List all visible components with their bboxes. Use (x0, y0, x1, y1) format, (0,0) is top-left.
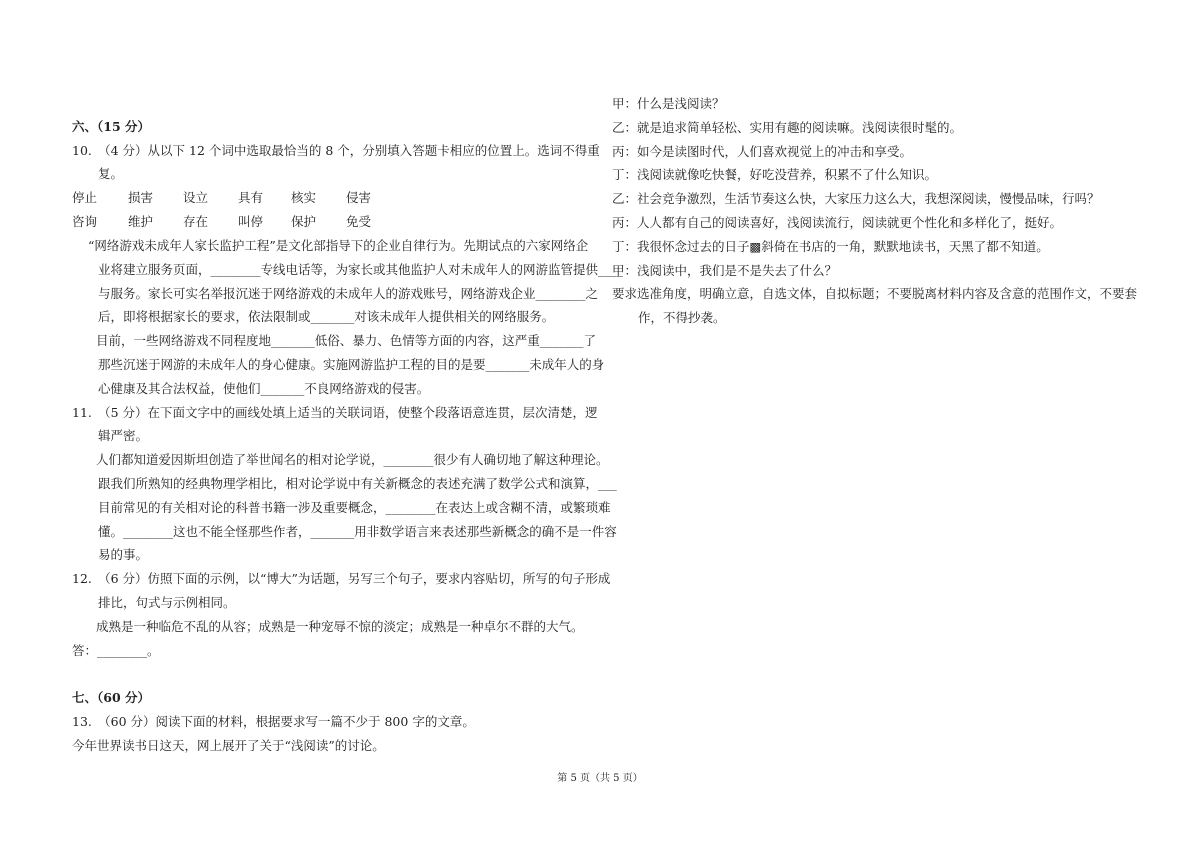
passage3-line-3: 目前常见的有关相对论的科普书籍一涉及重要概念，________在表达上或含糊不清，或繁琐难 (98, 500, 611, 515)
passage2-line-1: 目前，一些网络游戏不同程度地_______低俗、暴力、色情等方面的内容，这严重_______了 (96, 333, 597, 348)
passage3-line-2: 跟我们所熟知的经典物理学相比，相对论学说中有关新概念的表述充满了数学公式和演算，___ (98, 476, 617, 491)
passage2-line-3: 心健康及其合法权益，使他们_______不良网络游戏的侵害。 (98, 381, 430, 396)
word-item: 具有 (238, 190, 264, 205)
dialogue-line: 丁：我很怀念过去的日子▩斜倚在书店的一角，默默地读书，天黑了都不知道。 (612, 239, 1049, 254)
word-item: 保护 (291, 214, 317, 229)
page-footer: 第 5 页（共 5 页） (557, 773, 643, 784)
q11-line-1: 11. （5 分）在下面文字中的画线处填上适当的关联词语，使整个段落语意连贯，层次清楚，逻 (72, 405, 598, 420)
word-item: 免受 (346, 214, 372, 229)
passage1-line-4: 后，即将根据家长的要求，依法限制或_______对该未成年人提供相关的网络服务。 (98, 309, 555, 324)
q10-line-1: 10. （4 分）从以下 12 个词中选取最恰当的 8 个，分别填入答题卡相应的位置上。选词不得重 (72, 143, 600, 158)
word-item: 停止 (72, 190, 98, 205)
word-item: 咨询 (72, 214, 98, 229)
word-item: 存在 (183, 214, 209, 229)
dialogue-line: 丙：人人都有自己的阅读喜好，浅阅读流行，阅读就更个性化和多样化了，挺好。 (612, 215, 1063, 230)
section-seven-title: 七、（60 分） (72, 690, 150, 705)
requirements-line-1: 要求选准角度，明确立意，自选文体，自拟标题；不要脱离材料内容及含意的范围作文，不要套 (612, 286, 1138, 301)
word-item: 设立 (183, 190, 209, 205)
requirements-line-2: 作，不得抄袭。 (638, 310, 726, 325)
passage3-line-4: 懂。________这也不能全怪那些作者，_______用非数学语言来表述那些新概念的确不是一件容 (98, 524, 617, 539)
passage1-line-1: “网络游戏未成年人家长监护工程”是文化部指导下的企业自律行为。先期试点的六家网络企 (88, 238, 589, 253)
word-item: 侵害 (346, 190, 372, 205)
dialogue-line: 丁：浅阅读就像吃快餐，好吃没营养，积累不了什么知识。 (612, 167, 938, 182)
dialogue-line: 丙：如今是读图时代，人们喜欢视觉上的冲击和享受。 (612, 144, 913, 159)
q12-line-1: 12. （6 分）仿照下面的示例，以“博大”为话题，另写三个句子，要求内容贴切，所写的句子形成 (72, 571, 611, 586)
q12-answer-line: 答：________。 (72, 643, 160, 658)
passage3-line-1: 人们都知道爱因斯坦创造了举世闻名的相对论学说，________很少有人确切地了解这种理论。 (96, 452, 609, 467)
word-bank-row-1 (72, 190, 432, 206)
q10-line-2: 复。 (98, 166, 124, 181)
word-item: 叫停 (238, 214, 264, 229)
passage1-line-3: 与服务。家长可实名举报沉迷于网络游戏的未成年人的游戏账号，网络游戏企业________之 (98, 286, 599, 301)
word-item: 核实 (291, 190, 317, 205)
dialogue-line: 甲：浅阅读中，我们是不是失去了什么？ (612, 263, 838, 278)
word-item: 损害 (128, 190, 154, 205)
passage3-line-5: 易的事。 (98, 547, 149, 562)
word-bank-row-2 (72, 214, 432, 230)
passage1-line-2: 业将建立服务页面，________专线电话等，为家长或其他监护人对未成年人的网游监管提供____ (98, 262, 624, 277)
dialogue-line: 甲：什么是浅阅读？ (612, 96, 725, 111)
passage2-line-2: 那些沉迷于网游的未成年人的身心健康。实施网游监护工程的目的是要_______未成年人的身 (98, 357, 605, 372)
q13-line-2: 今年世界读书日这天，网上展开了关于“浅阅读”的讨论。 (72, 738, 385, 753)
section-six-title: 六、（15 分） (72, 119, 150, 134)
q12-example: 成熟是一种临危不乱的从容；成熟是一种宠辱不惊的淡定；成熟是一种卓尔不群的大气。 (96, 619, 584, 634)
dialogue-line: 乙：社会竞争激烈，生活节奏这么快，大家压力这么大，我想深阅读，慢慢品味，行吗？ (612, 191, 1100, 206)
q13-line-1: 13. （60 分）阅读下面的材料，根据要求写一篇不少于 800 字的文章。 (72, 714, 475, 729)
q11-line-2: 辑严密。 (98, 428, 149, 443)
word-item: 维护 (128, 214, 154, 229)
q12-line-2: 排比，句式与示例相同。 (98, 595, 236, 610)
dialogue-line: 乙：就是追求简单轻松、实用有趣的阅读嘛。浅阅读很时髦的。 (612, 120, 963, 135)
